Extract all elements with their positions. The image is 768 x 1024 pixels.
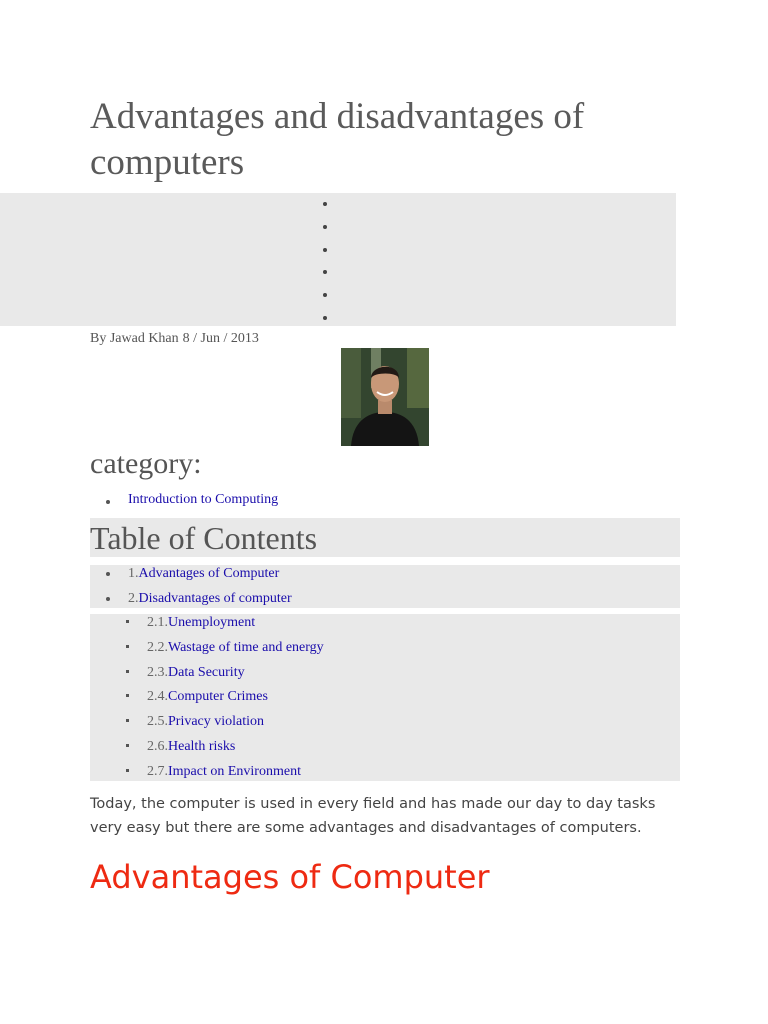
toc-item <box>90 590 680 615</box>
toc-number: 2.5. <box>147 714 168 730</box>
toc-link[interactable]: Wastage of time and energy <box>168 639 324 655</box>
share-bar <box>0 193 676 326</box>
toc-link[interactable]: Unemployment <box>168 615 256 630</box>
category-item <box>90 492 278 512</box>
bullet-icon <box>323 248 327 252</box>
category-list <box>90 492 278 512</box>
toc-link[interactable]: Disadvantages of computer <box>138 590 292 606</box>
toc-number: 2. <box>128 590 139 606</box>
toc-number: 2.1. <box>147 615 168 630</box>
bullet-icon <box>323 202 327 206</box>
category-heading: category: <box>90 447 202 480</box>
toc-level1-list <box>90 565 680 608</box>
intro-paragraph: Today, the computer is used in every field and has made our day to day tasks very easy but there are some advantages and disadvantages of computers. <box>90 796 656 836</box>
toc-title: Table of Contents <box>90 518 680 557</box>
toc-subitem <box>90 713 680 738</box>
toc-link[interactable]: Advantages of Computer <box>138 566 280 581</box>
toc-link[interactable]: Health risks <box>168 738 236 754</box>
category-link[interactable]: Introduction to Computing <box>128 492 279 507</box>
author-name: By Jawad Khan <box>90 331 179 346</box>
toc-subitem <box>90 763 680 788</box>
publish-date: 8 / Jun / 2013 <box>182 331 259 346</box>
toc-link[interactable]: Privacy violation <box>168 714 265 730</box>
toc-subitem <box>90 664 680 689</box>
toc-link[interactable]: Computer Crimes <box>168 689 268 705</box>
toc-number: 2.7. <box>147 763 168 779</box>
toc-subitem <box>90 639 680 664</box>
toc-number: 2.3. <box>147 664 168 680</box>
toc-number: 1. <box>128 566 139 581</box>
section-heading: Advantages of Computer <box>90 858 490 896</box>
author-photo-icon <box>341 348 429 446</box>
byline <box>90 331 263 347</box>
bullet-icon <box>323 293 327 297</box>
bullet-icon <box>323 225 327 229</box>
bullet-icon <box>323 270 327 274</box>
toc-item <box>90 565 680 590</box>
toc-number: 2.4. <box>147 689 168 705</box>
page-title: Advantages and disadvantages of computers <box>90 96 585 183</box>
toc-link[interactable]: Data Security <box>168 664 245 680</box>
toc-subitem <box>90 738 680 763</box>
toc-subitem <box>90 614 680 639</box>
toc-number: 2.2. <box>147 639 168 655</box>
toc-link[interactable]: Impact on Environment <box>168 763 301 779</box>
bullet-icon <box>323 316 327 320</box>
toc-number: 2.6. <box>147 738 168 754</box>
author-avatar <box>341 348 429 446</box>
toc-level2-list <box>90 614 680 781</box>
toc-subitem <box>90 688 680 713</box>
